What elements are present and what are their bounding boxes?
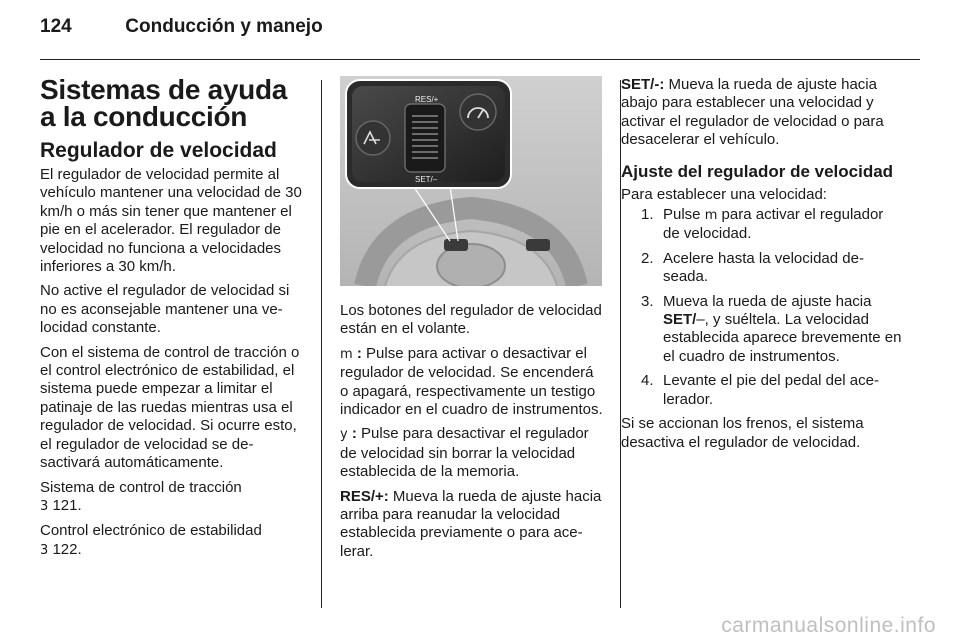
cruise-control-icon: m xyxy=(704,208,718,224)
list-item: 2. Acelere hasta la velocidad deseada. xyxy=(641,249,864,286)
column-divider-1 xyxy=(321,80,322,608)
paragraph: m : Pulse para activar o desactivar el regulador de velocidad. Se encenderá o apagará, respectivamente un testigo indicador en el cuadro de instrumentos. xyxy=(340,344,603,419)
column-3 xyxy=(621,76,903,458)
column-2 xyxy=(340,302,604,567)
paragraph: RES/+: Mueva la rueda de ajuste hacia arriba para reanudar la velocidad establecida previamente o para acelerar. xyxy=(340,487,602,560)
set-label: SET/– xyxy=(415,175,438,184)
chapter-title: Sistemas de ayuda a la conducción xyxy=(40,74,288,132)
list-item: 3. Mueva la rueda de ajuste hacia SET/–, y suéltela. La velocidad establecida aparece brevemente en el cuadro de instrumentos. xyxy=(641,292,902,365)
cruise-control-icon: m xyxy=(340,346,353,362)
subsection-heading: Ajuste del regulador de velocidad xyxy=(621,161,894,181)
cross-reference: Sistema de control de tracción 3 121. xyxy=(40,478,242,514)
cross-reference: Control electrónico de estabilidad 3 122. xyxy=(40,522,262,558)
list-item: 4. Levante el pie del pedal del acelerador. xyxy=(641,372,879,408)
paragraph: El regulador de velocidad permite al vehículo mantener una velocidad de 30 km/h o más sin tener que mantener el pie en el acelerador. El regulador de velocidad no funciona a velocidades inferiores a 30 km/h. xyxy=(40,166,302,276)
steering-wheel-figure xyxy=(340,76,602,286)
paragraph: Con el sistema de control de tracción o el control electrónico de estabilidad, el sistema puede empezar a limitar el patinaje de las ruedas mientras usa el regulador de velocidad. Si ocurre esto, el regulador de velocidad se desactivará automáticamente. xyxy=(40,343,300,472)
page-ref[interactable]: 121. xyxy=(52,496,82,514)
column-1 xyxy=(40,76,302,566)
cruise-cancel-icon: y xyxy=(340,427,348,443)
paragraph: No active el regulador de velocidad si no es aconsejable mantener una velocidad constante. xyxy=(40,282,290,337)
header-rule xyxy=(40,59,920,60)
watermark: carmanualsonline.info xyxy=(721,614,936,637)
paragraph: y : Pulse para desactivar el regulador de velocidad sin borrar la velocidad establecida de la memoria. xyxy=(340,425,589,481)
section-title: Conducción y manejo xyxy=(125,16,323,37)
page-ref-arrow-icon: 3 xyxy=(40,498,49,514)
steps-list xyxy=(621,206,903,409)
paragraph: SET/-: Mueva la rueda de ajuste hacia abajo para establecer una velocidad y activar el regulador de velocidad o para desacelerar el vehículo. xyxy=(621,76,884,149)
res-label: RES/+ xyxy=(415,95,439,104)
page-ref[interactable]: 122. xyxy=(52,540,82,558)
paragraph: Si se accionan los frenos, el sistema desactiva el regulador de velocidad. xyxy=(621,415,864,451)
paragraph: Para establecer una velocidad: xyxy=(621,185,827,203)
page-ref-arrow-icon: 3 xyxy=(40,542,49,558)
section-heading: Regulador de velocidad xyxy=(40,139,277,162)
list-item: 1. Pulse m para activar el regulador de velocidad. xyxy=(641,206,884,243)
page-number: 124 xyxy=(40,16,72,37)
paragraph: Los botones del regulador de velocidad están en el volante. xyxy=(340,302,602,338)
page-header xyxy=(40,16,323,38)
